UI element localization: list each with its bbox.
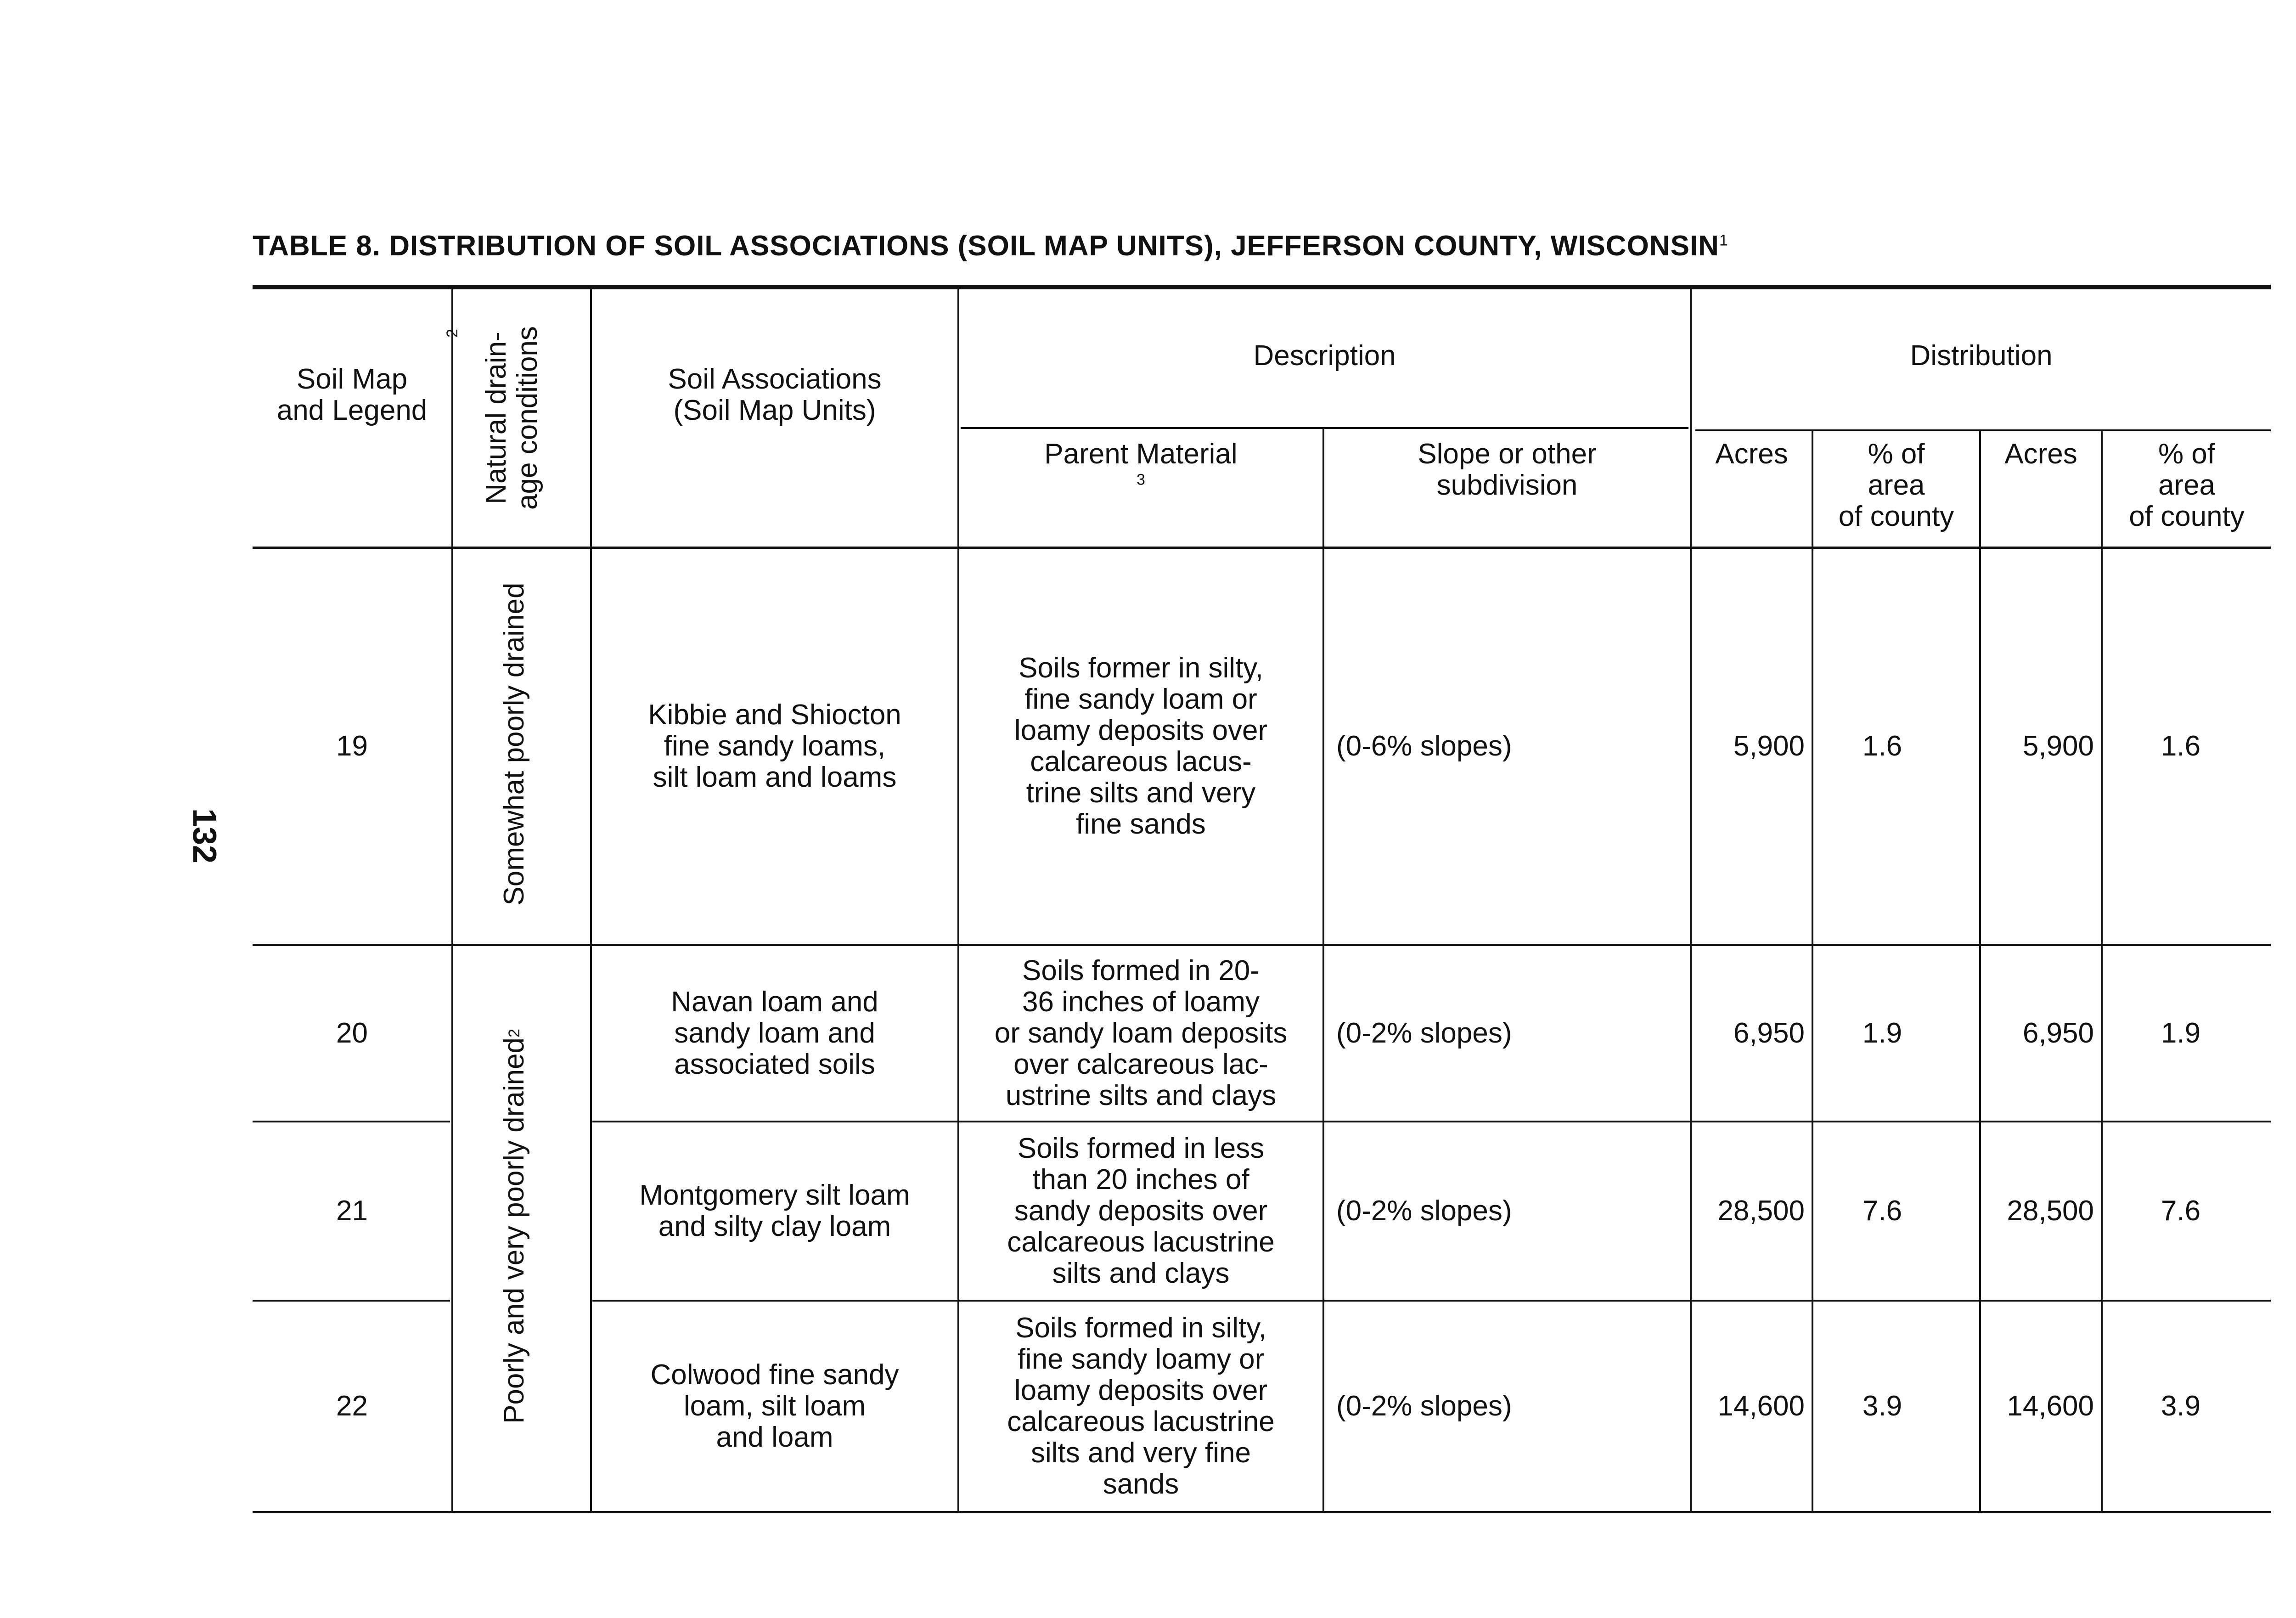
row-21-acres-1: 28,500	[1717, 1195, 1805, 1227]
row-21-map: 21	[336, 1195, 368, 1227]
row-19-slope: (0-6% slopes)	[1336, 730, 1512, 762]
parent-material-footnote: 3	[1137, 471, 1145, 489]
table-bottom-rule	[253, 1511, 2271, 1513]
row-22-slope: (0-2% slopes)	[1336, 1390, 1512, 1422]
row-19-pct-1: 1.6	[1862, 730, 1902, 762]
row-21-parent-material: Soils formed in less than 20 inches of sandy deposits over calcareous lacustrine silts and clays	[1007, 1133, 1275, 1289]
header-parent-material: Parent Material $^3$	[1044, 438, 1238, 489]
header-associations: Soil Associations (Soil Map Units)	[668, 363, 882, 426]
header-description: Description	[1253, 340, 1396, 372]
row-21-association: Montgomery silt loam and silty clay loam	[639, 1179, 910, 1242]
row-22-pct-1: 3.9	[1862, 1390, 1902, 1422]
row-21-pct-2: 7.6	[2161, 1195, 2201, 1227]
table-title-text: TABLE 8. DISTRIBUTION OF SOIL ASSOCIATIONS (SOIL MAP UNITS), JEFFERSON COUNTY, WISCONSIN	[253, 230, 1719, 262]
header-pct-1: % of area of county	[1838, 438, 1954, 532]
row-19-association: Kibbie and Shiocton fine sandy loams, silt loam and loams	[648, 699, 901, 793]
row-20-map: 20	[336, 1017, 368, 1049]
drainage-group-poorly: Poorly and very poorly drained 2	[498, 1029, 530, 1424]
distribution-sub-rule	[1695, 429, 2271, 431]
col-rule-4	[1322, 428, 1324, 1511]
row-22-map: 22	[336, 1390, 368, 1422]
page-number: 132	[186, 808, 223, 864]
header-acres-2: Acres	[2004, 438, 2077, 470]
row-20-slope: (0-2% slopes)	[1336, 1017, 1512, 1049]
row-22-association: Colwood fine sandy loam, silt loam and loam	[650, 1359, 899, 1453]
header-acres-1: Acres	[1715, 438, 1788, 470]
description-sub-rule	[961, 427, 1688, 429]
row-20-association: Navan loam and sandy loam and associated soils	[671, 986, 878, 1080]
row-20-pct-2: 1.9	[2161, 1017, 2201, 1049]
row-20-acres-1: 6,950	[1733, 1017, 1805, 1049]
header-soil-map: Soil Map and Legend	[276, 363, 428, 426]
header-pct-2: % of area of county	[2129, 438, 2245, 532]
row-20-parent-material: Soils formed in 20- 36 inches of loamy or sandy loam deposits over calcareous lac- ustrine silts and clays	[994, 955, 1288, 1111]
drainage-group-somewhat-poorly: Somewhat poorly drained	[498, 582, 530, 906]
row-21-pct-1: 7.6	[1862, 1195, 1902, 1227]
row-19-acres-1: 5,900	[1733, 730, 1805, 762]
row-22-acres-1: 14,600	[1717, 1390, 1805, 1422]
title-footnote: 1	[1719, 231, 1728, 249]
row-19-map: 19	[336, 730, 368, 762]
row-22-pct-2: 3.9	[2161, 1390, 2201, 1422]
table-title	[253, 230, 1728, 262]
table-top-rule	[253, 285, 2271, 289]
row-19-pct-2: 1.6	[2161, 730, 2201, 762]
header-distribution: Distribution	[1910, 340, 2053, 372]
row-21-slope: (0-2% slopes)	[1336, 1195, 1512, 1227]
row-19-parent-material: Soils former in silty, fine sandy loam or loamy deposits over calcareous lacus- trine silts and very fine sands	[1014, 652, 1268, 840]
row-22-parent-material: Soils formed in silty, fine sandy loamy or loamy deposits over calcareous lacustrine silts and very fine sands	[1007, 1312, 1275, 1500]
row-22-acres-2: 14,600	[2007, 1390, 2094, 1422]
header-drainage: Natural drain- age conditions 2	[444, 326, 543, 510]
row-20-acres-2: 6,950	[2022, 1017, 2094, 1049]
row-19-acres-2: 5,900	[2022, 730, 2094, 762]
header-slope: Slope or other subdivision	[1418, 438, 1597, 501]
row-20-pct-1: 1.9	[1862, 1017, 1902, 1049]
row-21-acres-2: 28,500	[2007, 1195, 2094, 1227]
